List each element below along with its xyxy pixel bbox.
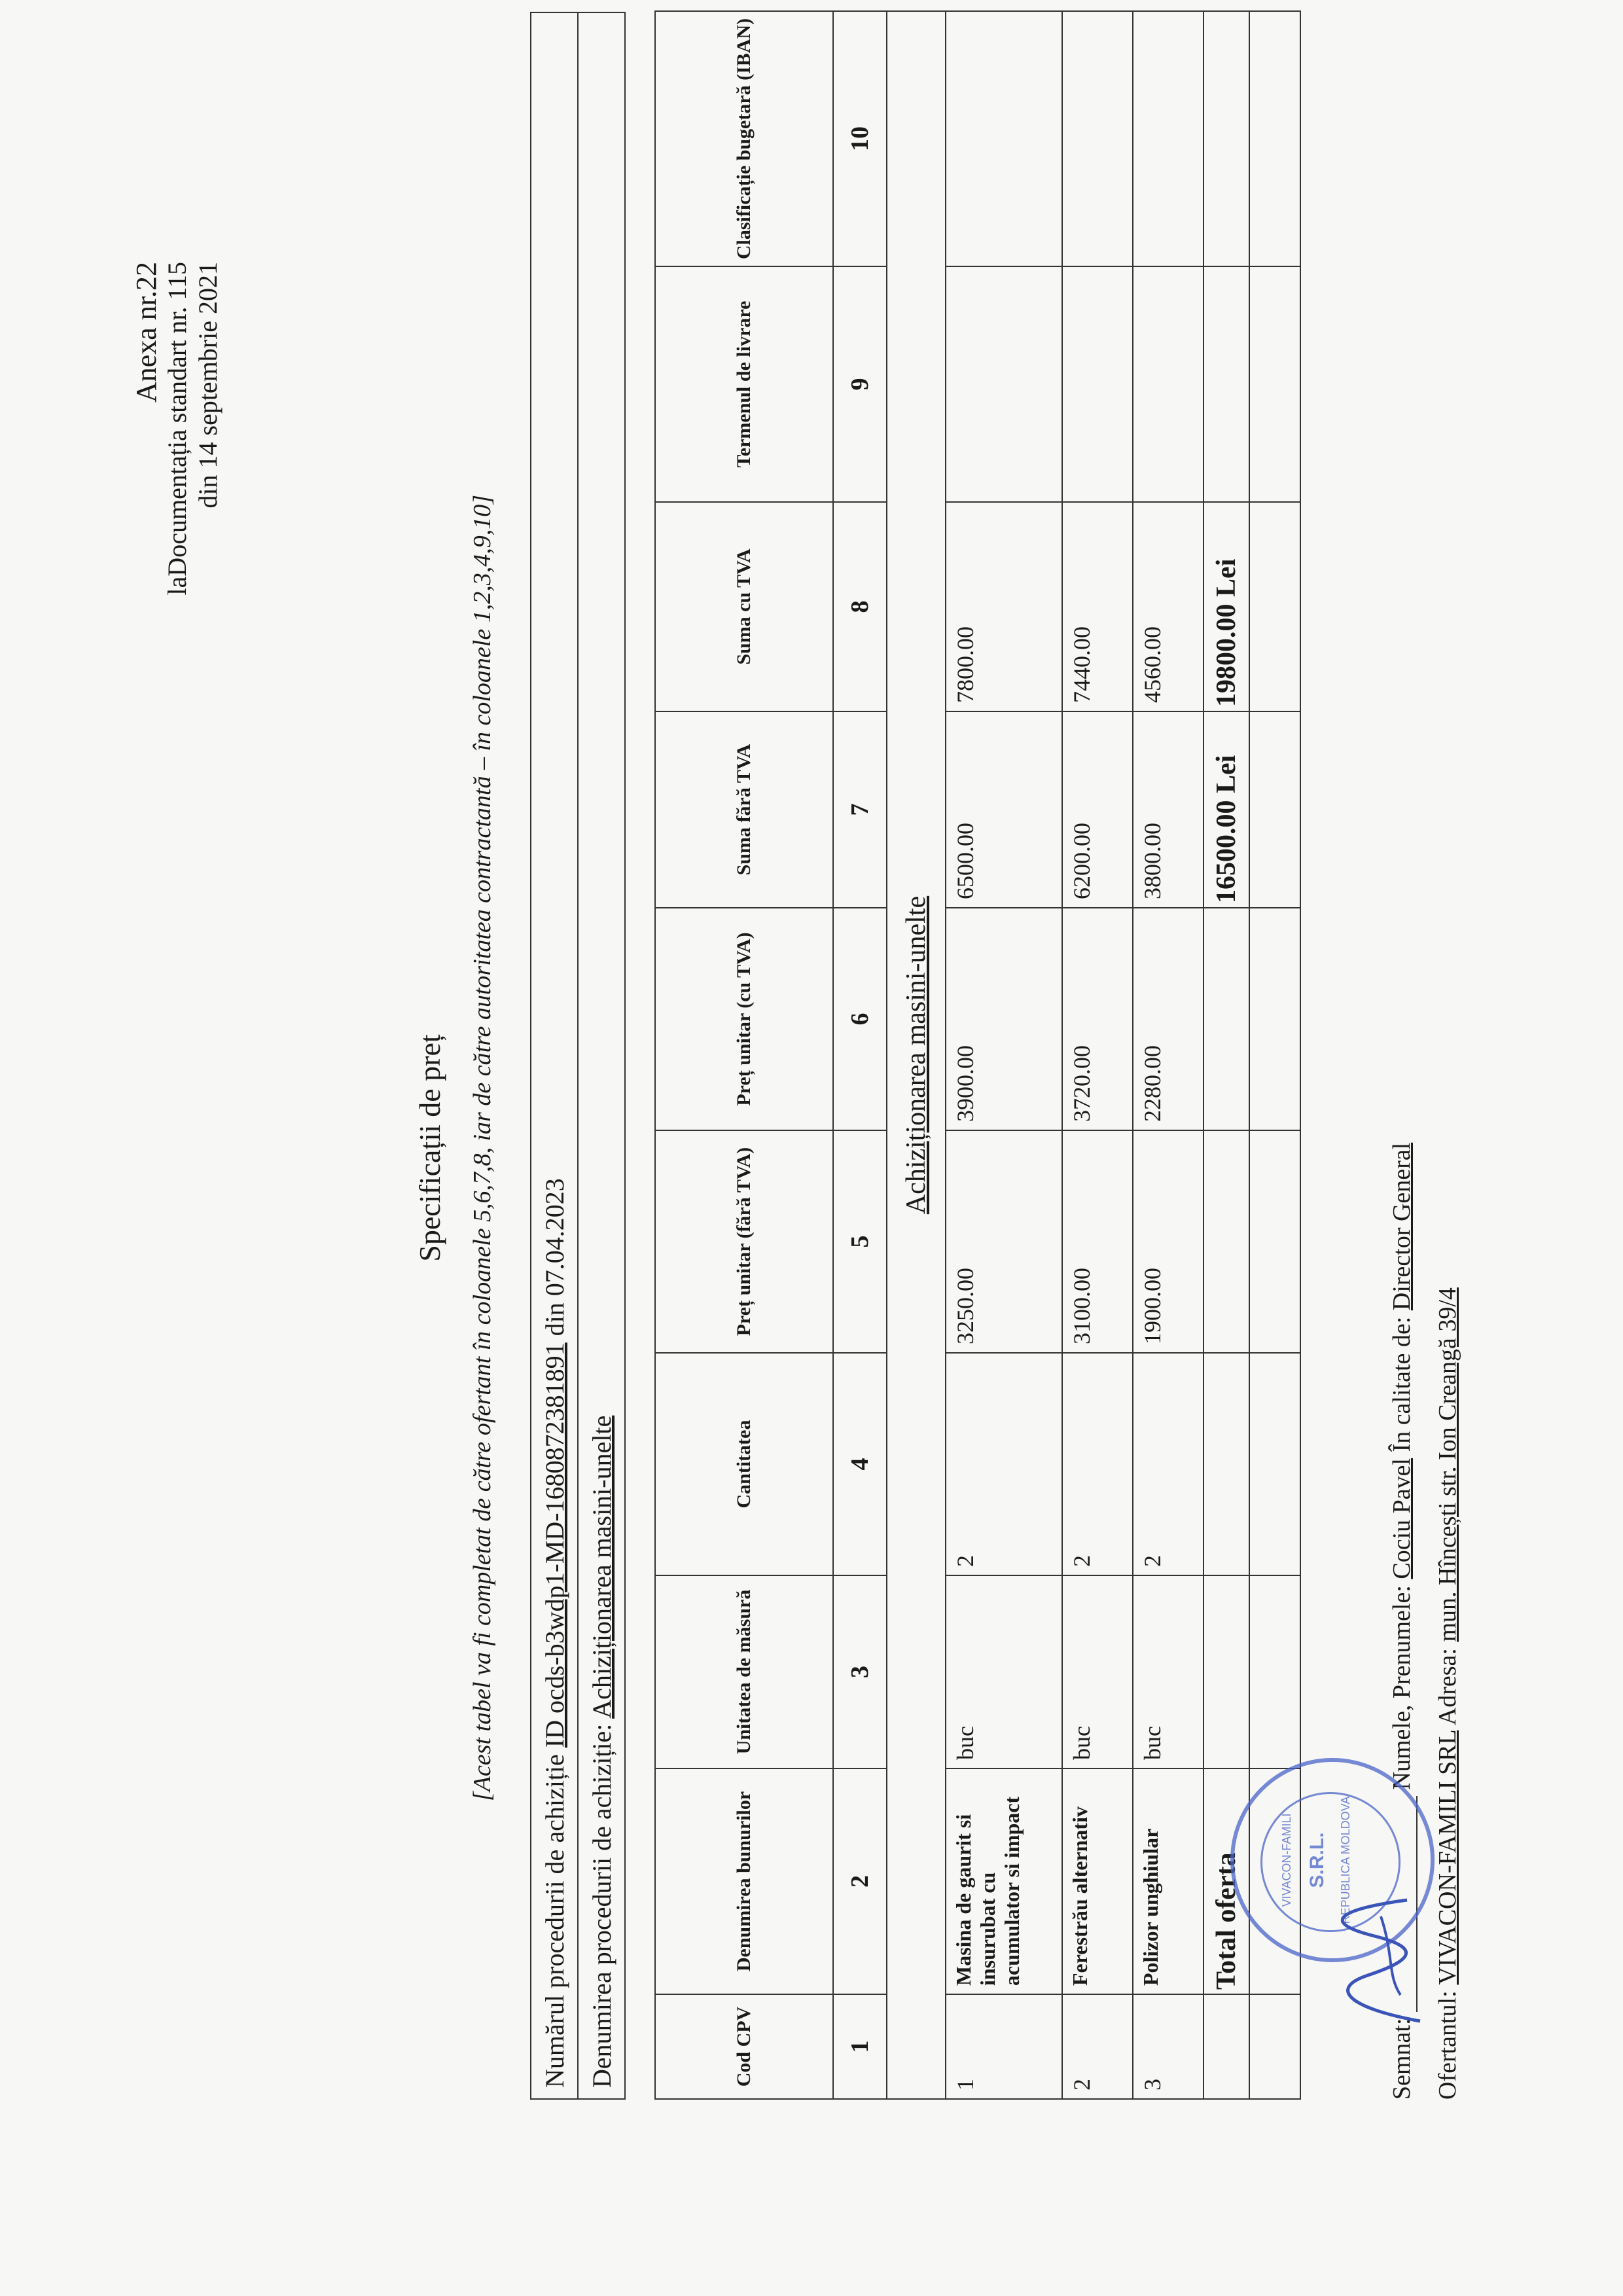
cell-cantitate: 2 [946, 1353, 1062, 1575]
section-title-text: Achiziționarea masini-unelte [901, 895, 931, 1215]
page-subtitle: [Acest tabel va fi completat de către ofertant în coloanele 5,6,7,8, iar de către autoritatea contractantă – în coloanele 1,2,3,4,9,10] [469, 494, 496, 1802]
column-number: 2 [833, 1768, 887, 1994]
column-number: 6 [833, 908, 887, 1130]
column-number: 4 [833, 1353, 887, 1575]
total-label: Total oferta [1204, 1768, 1249, 1994]
header-pret-cu-tva: Preț unitar (cu TVA) [655, 908, 833, 1130]
cell-denumire: Masina de gaurit si insurubat cu acumulator si impact [946, 1768, 1062, 1994]
column-number: 5 [833, 1130, 887, 1353]
header-cantitate: Cantitatea [655, 1353, 833, 1575]
cell-pret-cu-tva: 2280.00 [1133, 908, 1204, 1130]
annex-documentation: laDocumentația standart nr. 115 [162, 262, 192, 596]
offerer-label: Ofertantul: [1434, 1990, 1461, 2100]
total-sum-fara-tva: 16500.00 Lei [1204, 711, 1249, 908]
cell-empty [1249, 11, 1300, 266]
procedure-name-label: Denumirea procedurii de achiziție: [586, 1723, 616, 2088]
cell-empty [1249, 1130, 1300, 1353]
cell-pret-cu-tva: 3720.00 [1062, 908, 1133, 1130]
header-clasificatie: Clasificație bugetară (IBAN) [655, 11, 833, 266]
cell-empty [1204, 1130, 1249, 1353]
cell-cod: 2 [1062, 1994, 1133, 2099]
name-label: Numele, Prenumele: [1388, 1585, 1416, 1790]
role-label: În calitate de: [1388, 1316, 1416, 1452]
table-row [1062, 11, 1133, 2099]
procedure-name-cell [578, 12, 625, 2099]
column-number: 10 [833, 11, 887, 266]
cell-empty [1204, 908, 1249, 1130]
procedure-info-table [530, 12, 626, 2100]
column-number: 7 [833, 711, 887, 908]
total-row [1204, 11, 1249, 2099]
cell-denumire: Ferestrău alternativ [1062, 1768, 1133, 1994]
price-specification-table [654, 10, 1301, 2100]
cell-empty [1249, 502, 1300, 711]
table-row [946, 11, 1062, 2099]
cell-pret-cu-tva: 3900.00 [946, 908, 1062, 1130]
cell-empty [1204, 1575, 1249, 1768]
cell-cod: 3 [1133, 1994, 1204, 2099]
cell-iban [1133, 11, 1204, 266]
role-value: Director General [1388, 1142, 1416, 1311]
cell-empty [1204, 11, 1249, 266]
cell-unitate: buc [1062, 1575, 1133, 1768]
annex-date: din 14 septembrie 2021 [193, 262, 223, 509]
cell-suma-fara-tva: 6500.00 [946, 711, 1062, 908]
cell-empty [1249, 266, 1300, 502]
cell-unitate: buc [946, 1575, 1062, 1768]
section-row [887, 11, 946, 2099]
annex-reference [131, 262, 223, 595]
cell-empty [1249, 1353, 1300, 1575]
header-suma-fara-tva: Suma fără TVA [655, 711, 833, 908]
offerer-value: VIVACON-FAMILI SRL [1434, 1730, 1461, 1985]
page-title: Specificații de preț [413, 1034, 446, 1262]
table-row [1133, 11, 1204, 2099]
cell-termen [1133, 266, 1204, 502]
address-value: mun. Hîncești str. Ion Creangă 39/4 [1434, 1287, 1461, 1642]
handwritten-signature [1309, 1890, 1440, 2034]
column-number: 3 [833, 1575, 887, 1768]
cell-empty [1204, 266, 1249, 502]
procedure-number-row [531, 12, 578, 2099]
procedure-name-row [578, 12, 625, 2099]
cell-empty [1249, 1575, 1300, 1768]
cell-suma-cu-tva: 4560.00 [1133, 502, 1204, 711]
column-number: 8 [833, 502, 887, 711]
cell-cantitate: 2 [1133, 1353, 1204, 1575]
cell-pret-fara-tva: 1900.00 [1133, 1130, 1204, 1353]
section-title [887, 11, 946, 2099]
cell-iban [1062, 11, 1133, 266]
cell-termen [1062, 266, 1133, 502]
procedure-number-label: Numărul procedurii de achiziție [539, 1754, 569, 2088]
cell-suma-cu-tva: 7800.00 [946, 502, 1062, 711]
cell-pret-fara-tva: 3250.00 [946, 1130, 1062, 1353]
total-sum-cu-tva: 19800.00 Lei [1204, 502, 1249, 711]
signed-label: Semnat: [1388, 2018, 1416, 2100]
header-pret-fara-tva: Preț unitar (fără TVA) [655, 1130, 833, 1353]
column-number: 1 [833, 1994, 887, 2099]
header-denumire: Denumirea bunurilor [655, 1768, 833, 1994]
cell-suma-fara-tva: 3800.00 [1133, 711, 1204, 908]
annex-number: Anexa nr.22 [130, 262, 162, 403]
cell-denumire: Polizor unghiular [1133, 1768, 1204, 1994]
column-number: 9 [833, 266, 887, 502]
cell-cod: 1 [946, 1994, 1062, 2099]
cell-empty [1249, 711, 1300, 908]
header-termen-livrare: Termenul de livrare [655, 266, 833, 502]
stamp-bottom-text: REPUBLICA MOLDOVA [1339, 1796, 1352, 1924]
name-value: Cociu Pavel [1388, 1458, 1416, 1579]
cell-suma-cu-tva: 7440.00 [1062, 502, 1133, 711]
cell-cantitate: 2 [1062, 1353, 1133, 1575]
stamp-center-text: S.R.L. [1306, 1832, 1328, 1888]
cell-empty [1249, 908, 1300, 1130]
procedure-number-cell [531, 12, 578, 2099]
stamp-top-text: VIVACON-FAMILI [1280, 1813, 1293, 1907]
signature-stroke [1381, 1916, 1400, 1995]
cell-empty [1204, 1353, 1249, 1575]
procedure-number-date: din 07.04.2023 [539, 1178, 569, 1336]
cell-iban [946, 11, 1062, 266]
header-unitate: Unitatea de măsură [655, 1575, 833, 1768]
column-number-row [833, 11, 887, 2099]
procedure-number-id: ID ocds-b3wdp1-MD-1680872381891 [539, 1342, 569, 1748]
header-cod-cpv: Cod CPV [655, 1994, 833, 2099]
address-label: Adresa: [1434, 1648, 1461, 1726]
cell-suma-fara-tva: 6200.00 [1062, 711, 1133, 908]
procedure-name-value: Achiziționarea masini-unelte [586, 1415, 616, 1719]
cell-empty [1204, 1994, 1249, 2099]
cell-termen [946, 266, 1062, 502]
cell-pret-fara-tva: 3100.00 [1062, 1130, 1133, 1353]
cell-unitate: buc [1133, 1575, 1204, 1768]
header-suma-cu-tva: Suma cu TVA [655, 502, 833, 711]
table-header-row [655, 11, 833, 2099]
cell-empty [1249, 1994, 1300, 2099]
